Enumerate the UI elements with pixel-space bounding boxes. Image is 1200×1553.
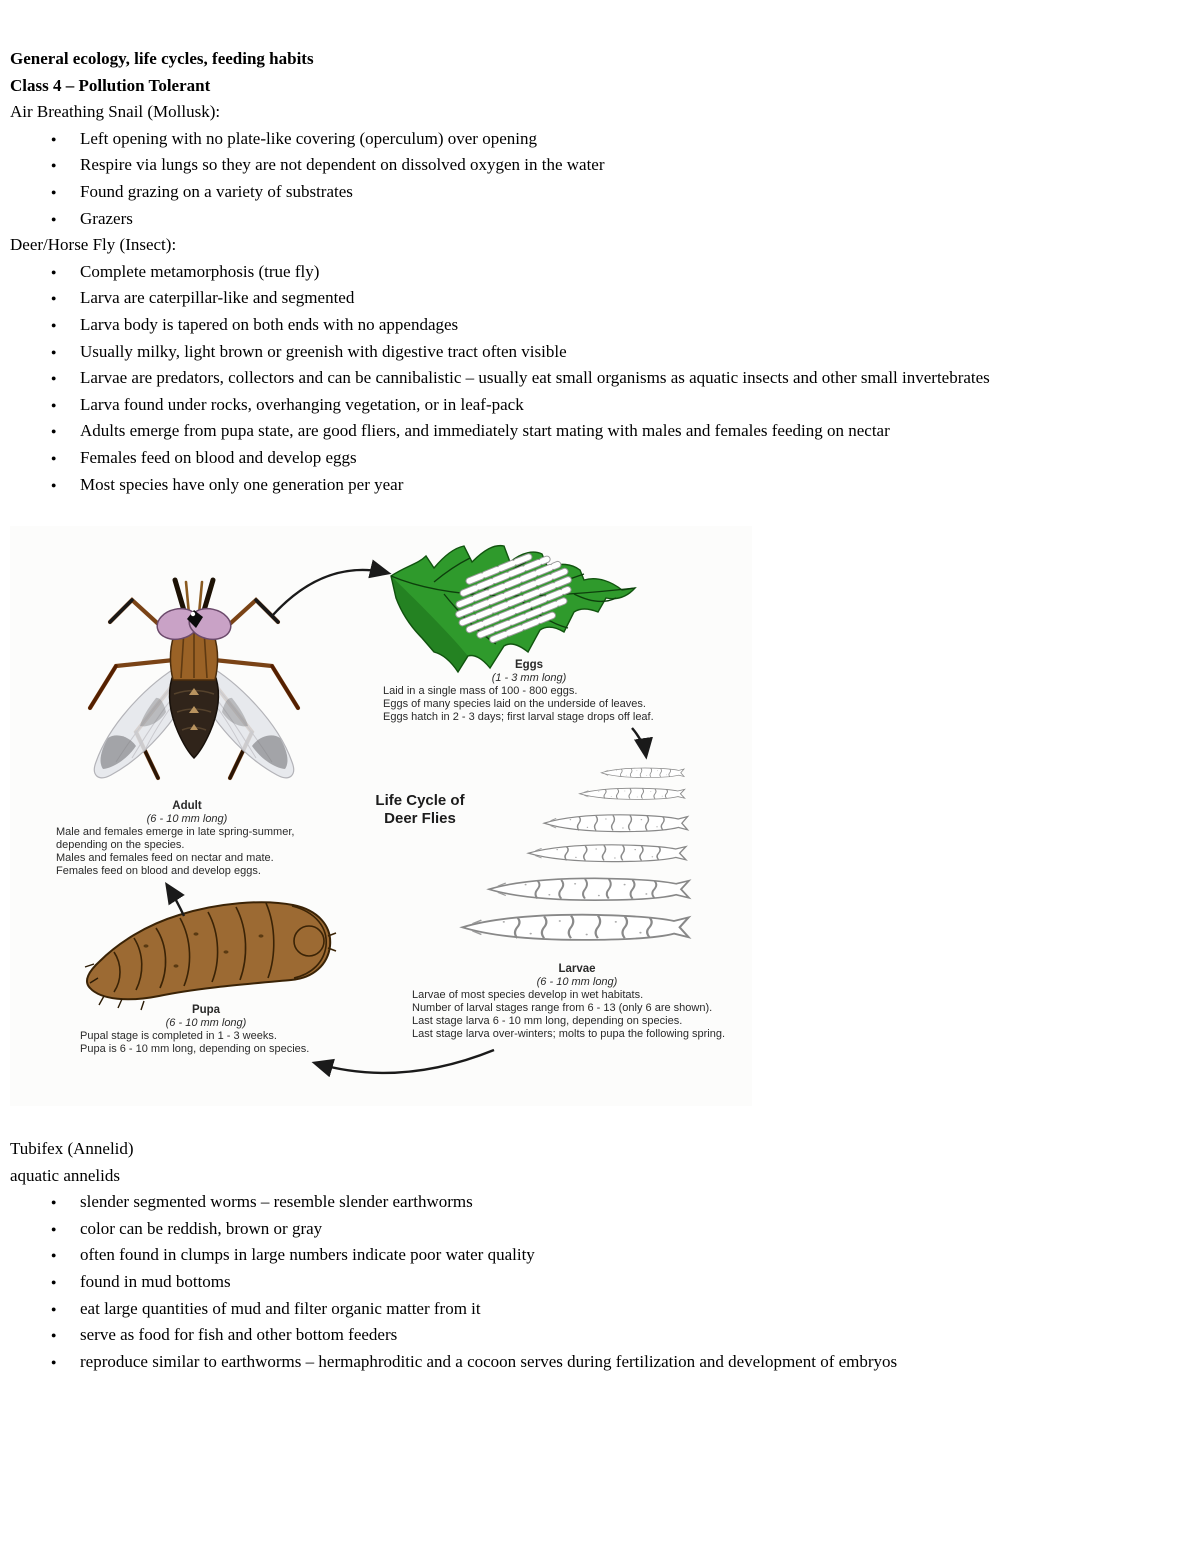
eggs-to-larvae-arrow: [632, 728, 646, 756]
list-item: ● Most species have only one generation per year: [50, 472, 1188, 499]
figure-title: Life Cycle of Deer Flies: [375, 792, 465, 828]
list-item: ● reproduce similar to earthworms – hermaphroditic and a cocoon serves during fertilization and development of embryos: [50, 1349, 1176, 1376]
larvae-label: Larvae: [558, 963, 596, 976]
list-item: ● Usually milky, light brown or greenish with digestive tract often visible: [50, 339, 1188, 366]
list-item: ● Larva are caterpillar-like and segmented: [50, 285, 1188, 312]
snail-heading: Air Breathing Snail (Mollusk):: [10, 102, 221, 122]
class-heading: Class 4 – Pollution Tolerant: [10, 75, 211, 95]
tubifex-section: [10, 1106, 1188, 1375]
list-item: ● Respire via lungs so they are not dependent on dissolved oxygen in the water: [50, 152, 1188, 179]
pupa-to-adult-arrow: [167, 885, 184, 916]
list-item: ● Larva found under rocks, overhanging vegetation, or in leaf-pack: [50, 392, 1188, 419]
list-item: ● often found in clumps in large numbers indicate poor water quality: [50, 1242, 1176, 1269]
snail-bullet-list: [10, 126, 1188, 232]
deerfly-bullet-list: [10, 259, 1188, 498]
pupa-size: (6 - 10 mm long): [165, 1017, 247, 1030]
tubifex-bullet-list: [10, 1189, 1176, 1375]
tubifex-heading: Tubifex (Annelid): [10, 1139, 134, 1159]
page-title: General ecology, life cycles, feeding habits: [10, 49, 314, 68]
eggs-caption: Eggs (1 - 3 mm long) Laid in a single mass of 100 - 800 eggs. Eggs of many species laid on the underside of leaves. Eggs hatch in 2 - 3 days; first larval stage drops off leaf.: [383, 659, 675, 724]
list-item: ● Larvae are predators, collectors and can be cannibalistic – usually eat small organisms as aquatic insects and other small invertebrates: [50, 365, 1188, 392]
larvae-to-pupa-arrow: [315, 1050, 494, 1073]
tubifex-subheading: aquatic annelids: [10, 1165, 120, 1185]
adult-to-eggs-arrow: [272, 570, 388, 616]
list-item: ● slender segmented worms – resemble slender earthworms: [50, 1189, 1176, 1216]
adult-size: (6 - 10 mm long): [146, 813, 228, 826]
larvae-size: (6 - 10 mm long): [536, 976, 618, 989]
adult-label: Adult: [172, 800, 202, 813]
deerfly-heading: Deer/Horse Fly (Insect):: [10, 235, 177, 255]
eggs-size: (1 - 3 mm long): [491, 672, 567, 685]
list-item: ● Complete metamorphosis (true fly): [50, 259, 1188, 286]
eggs-label: Eggs: [514, 659, 544, 672]
list-item: ● found in mud bottoms: [50, 1269, 1176, 1296]
list-item: ● Left opening with no plate-like covering (operculum) over opening: [50, 126, 1188, 153]
list-item: ● Adults emerge from pupa state, are good fliers, and immediately start mating with males and females feeding on nectar: [50, 418, 1188, 445]
adult-caption: Adult (6 - 10 mm long) Male and females emerge in late spring-summer, depending on the species. Males and females feed on nectar and mate. Females feed on blood and develop eggs.: [56, 800, 318, 878]
pupa-label: Pupa: [191, 1004, 221, 1017]
list-item: ● Found grazing on a variety of substrates: [50, 179, 1188, 206]
list-item: ● Larva body is tapered on both ends with no appendages: [50, 312, 1188, 339]
list-item: ● serve as food for fish and other bottom feeders: [50, 1322, 1176, 1349]
list-item: ● Females feed on blood and develop eggs: [50, 445, 1188, 472]
larvae-caption: Larvae (6 - 10 mm long) Larvae of most species develop in wet habitats. Number of larval stages range from 6 - 13 (only 6 are shown). Last stage larva 6 - 10 mm long, depending on species. Last stage larva over-winters; molts to pupa the following spring.: [412, 963, 742, 1041]
pupa-caption: Pupa (6 - 10 mm long) Pupal stage is completed in 1 - 3 weeks. Pupa is 6 - 10 mm long, depending on species.: [80, 1004, 332, 1056]
life-cycle-figure: [10, 526, 752, 1106]
list-item: ● color can be reddish, brown or gray: [50, 1216, 1176, 1243]
list-item: ● eat large quantities of mud and filter organic matter from it: [50, 1296, 1176, 1323]
list-item: ● Grazers: [50, 206, 1188, 233]
